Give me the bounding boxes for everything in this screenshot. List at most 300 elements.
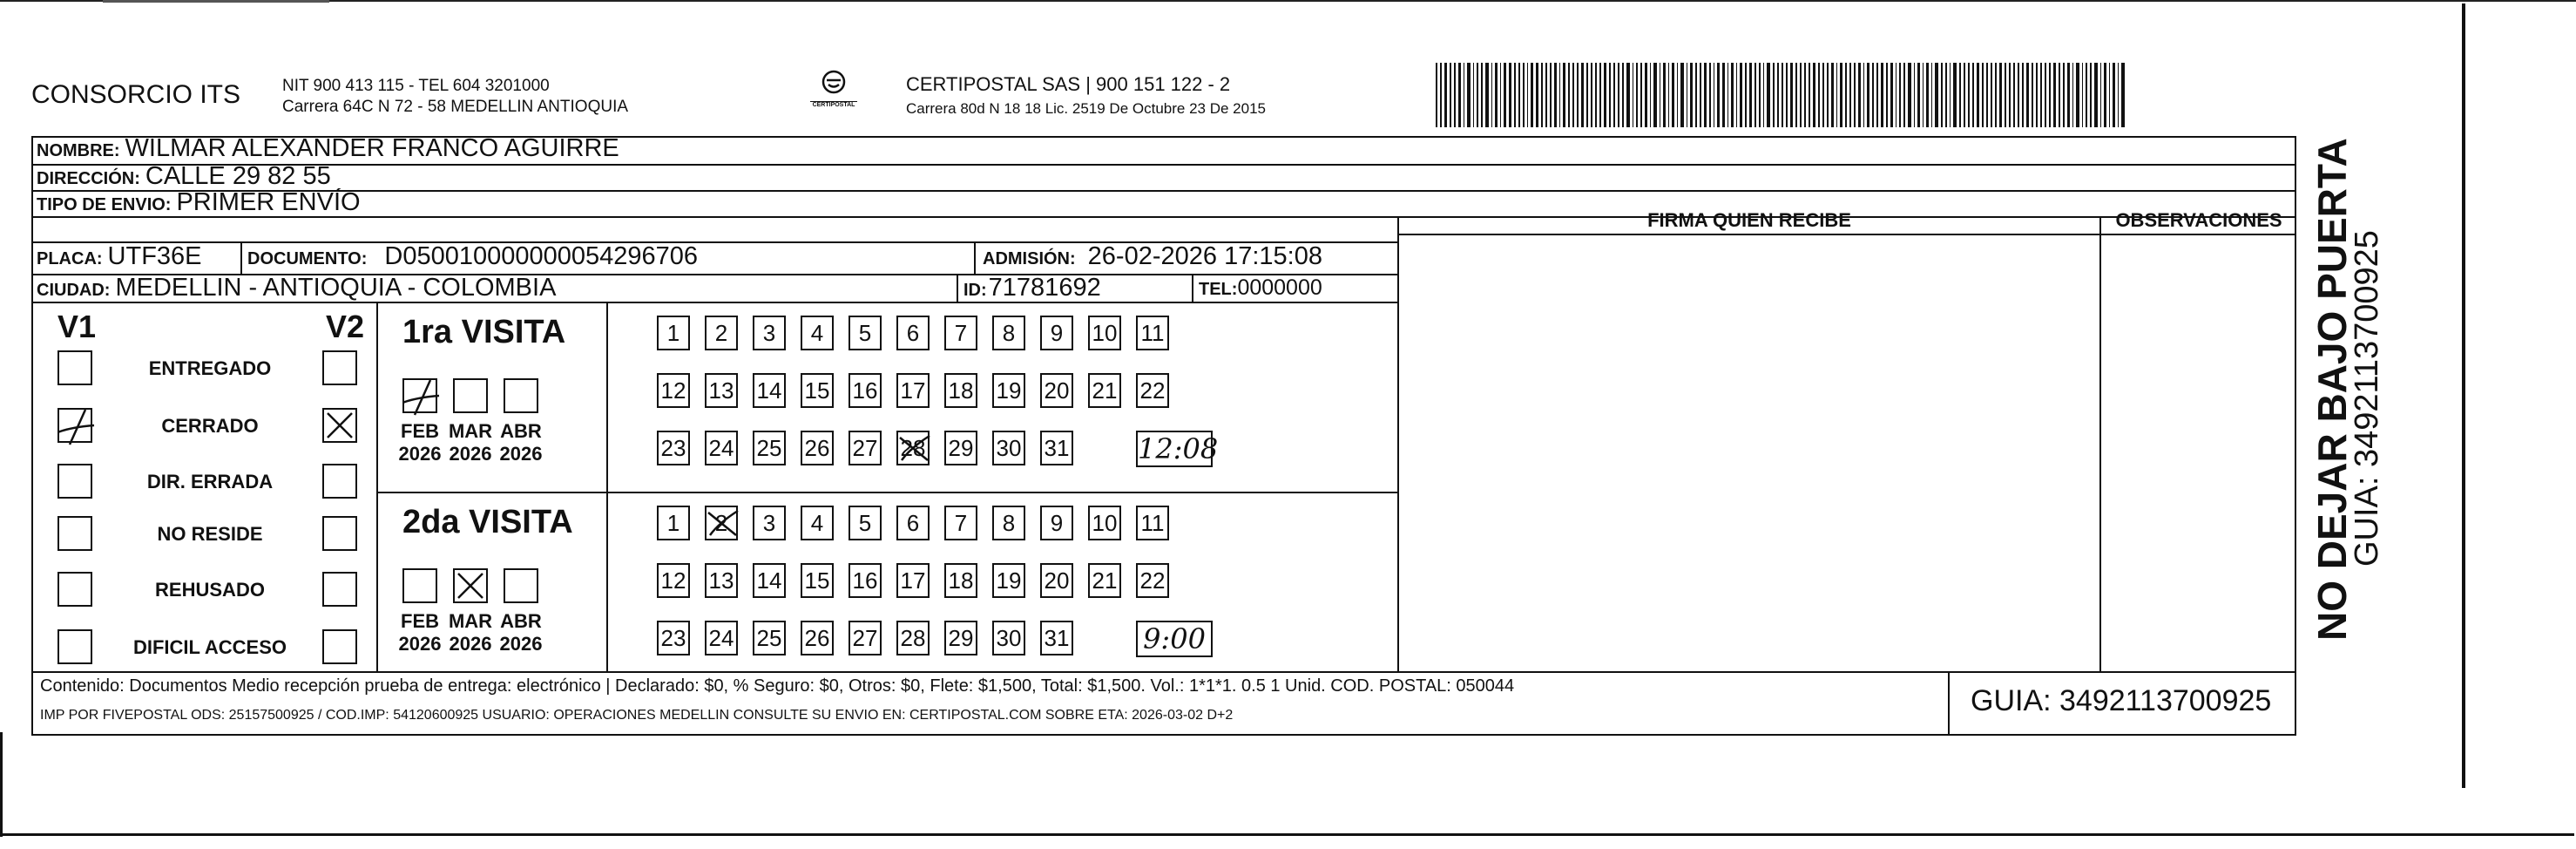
barcode-bar <box>1736 63 1738 127</box>
month-label <box>497 610 545 655</box>
barcode-bar <box>1890 63 1893 127</box>
barcode-bar <box>1953 63 1956 127</box>
month-name: FEB <box>401 420 439 442</box>
day-box[interactable]: 16 <box>849 373 882 408</box>
day-box[interactable]: 8 <box>992 316 1025 350</box>
barcode-bar <box>1518 63 1520 127</box>
barcode-bar <box>1849 63 1851 127</box>
barcode-bar <box>1827 63 1829 127</box>
month-checkbox[interactable] <box>453 568 488 603</box>
barcode-bar <box>1903 63 1905 127</box>
day-box[interactable]: 23 <box>657 431 690 465</box>
barcode-bar <box>1896 63 1897 127</box>
company-name: CONSORCIO ITS <box>31 80 241 109</box>
day-box[interactable]: 28 <box>896 621 930 655</box>
barcode-bar <box>1759 63 1761 127</box>
barcode-bar <box>2086 63 2087 127</box>
day-box[interactable]: 26 <box>801 621 834 655</box>
v2-checkbox[interactable] <box>322 572 357 607</box>
barcode-bar <box>2100 63 2102 127</box>
barcode-bar <box>1709 63 1711 127</box>
visit-divider <box>376 492 1399 493</box>
barcode-bar <box>1977 63 1979 127</box>
company-line-1: NIT 900 413 115 - TEL 604 3201000 <box>282 77 550 95</box>
placa-value: UTF36E <box>107 242 202 270</box>
v2-checkbox[interactable] <box>322 408 357 443</box>
month-label <box>497 420 545 465</box>
barcode-bar <box>1999 63 2002 127</box>
footer-guia-divider <box>1948 671 1950 734</box>
day-box[interactable]: 7 <box>944 316 977 350</box>
barcode-bar <box>1695 63 1697 127</box>
barcode-bar <box>1831 63 1833 127</box>
barcode-bar <box>1809 63 1810 127</box>
month-label <box>446 610 495 655</box>
barcode-bar <box>1545 63 1547 127</box>
month-checkbox[interactable] <box>504 568 538 603</box>
barcode-bar <box>1945 63 1947 127</box>
day-box[interactable]: 5 <box>849 506 882 540</box>
barcode-bar <box>2018 63 2019 127</box>
footer-print-info: IMP POR FIVEPOSTAL ODS: 25157500925 / COD.IMP: 54120600925 USUARIO: OPERACIONES MEDELLIN CONSULTE SU ENVIO EN: CERTIPOSTAL.COM SOBRE ETA: 2026-03-02 D+2 <box>40 708 1234 723</box>
barcode-bar <box>2113 63 2114 127</box>
day-box[interactable]: 31 <box>1040 621 1073 655</box>
day-box[interactable]: 2 <box>705 506 738 540</box>
barcode-bar <box>1777 63 1779 127</box>
barcode-bar <box>1704 63 1707 127</box>
day-box[interactable]: 4 <box>801 316 834 350</box>
barcode-bar <box>1995 63 1997 127</box>
barcode-bar <box>1436 63 1437 127</box>
status-reason-label: REHUSADO <box>155 579 265 601</box>
day-box[interactable]: 22 <box>1136 563 1169 598</box>
barcode-bar <box>1536 63 1538 127</box>
documento-cell <box>247 242 698 271</box>
barcode-bar <box>1591 63 1592 127</box>
barcode-bar <box>1745 63 1747 127</box>
id-value: 71781692 <box>988 274 1101 302</box>
barcode-bar <box>1773 63 1775 127</box>
status-reason-label: CERRADO <box>161 415 259 437</box>
barcode-bar <box>1514 63 1516 127</box>
day-box[interactable]: 6 <box>896 316 930 350</box>
barcode-bar <box>1481 63 1483 127</box>
day-box[interactable]: 25 <box>753 621 786 655</box>
tipo-envio-row <box>37 188 361 217</box>
barcode-bar <box>1749 63 1752 127</box>
certipostal-logo <box>810 68 857 106</box>
month-year: 2026 <box>449 633 492 655</box>
day-box[interactable]: 17 <box>896 373 930 408</box>
barcode-bar <box>1653 63 1656 127</box>
barcode-bar <box>1822 63 1824 127</box>
barcode-bar <box>1663 63 1665 127</box>
barcode-bar <box>2053 63 2056 127</box>
barcode-bar <box>1485 63 1488 127</box>
carrier-line-1: CERTIPOSTAL SAS | 900 151 122 - 2 <box>906 73 1231 95</box>
column-divider <box>2099 216 2101 671</box>
day-box[interactable]: 15 <box>801 563 834 598</box>
day-box[interactable]: 30 <box>992 431 1025 465</box>
barcode-bar <box>2067 63 2069 127</box>
barcode-bar <box>1914 63 1916 127</box>
barcode-bar <box>2005 63 2006 127</box>
barcode-bar <box>1650 63 1652 127</box>
admision-cell <box>983 242 1322 271</box>
month-year: 2026 <box>398 633 442 655</box>
ciudad-label: CIUDAD: <box>37 281 111 300</box>
day-box[interactable]: 14 <box>753 373 786 408</box>
day-box[interactable]: 24 <box>705 431 738 465</box>
barcode-bar <box>1931 63 1933 127</box>
day-box[interactable]: 27 <box>849 431 882 465</box>
barcode-bar <box>1991 63 1992 127</box>
barcode-bar <box>1782 63 1783 127</box>
barcode-bar <box>1740 63 1741 127</box>
carrier-line-2: Carrera 80d N 18 18 Lic. 2519 De Octubre 23 De 2015 <box>906 100 1266 117</box>
id-cell <box>963 274 1101 302</box>
day-box[interactable]: 3 <box>753 316 786 350</box>
tel-value: 0000000 <box>1237 275 1322 300</box>
day-box[interactable]: 22 <box>1136 373 1169 408</box>
month-checkbox[interactable] <box>402 568 437 603</box>
barcode-bar <box>1504 63 1505 127</box>
v2-checkbox[interactable] <box>322 350 357 385</box>
barcode-bar <box>1786 63 1788 127</box>
barcode-bar <box>1908 63 1910 127</box>
direccion-label: DIRECCIÓN: <box>37 169 140 188</box>
tipo-envio-label: TIPO DE ENVIO: <box>37 195 172 214</box>
barcode <box>1436 63 2124 127</box>
month-checkbox[interactable] <box>453 378 488 413</box>
barcode-bar <box>1941 63 1943 127</box>
barcode-bar <box>1680 63 1683 127</box>
barcode-bar <box>1467 63 1470 127</box>
barcode-bar <box>1836 63 1838 127</box>
v1-checkbox[interactable] <box>57 516 92 551</box>
barcode-bar <box>1964 63 1965 127</box>
documento-value: D050010000000054296706 <box>384 242 699 270</box>
barcode-bar <box>2013 63 2015 127</box>
v1-checkbox[interactable] <box>57 350 92 385</box>
barcode-bar <box>1586 63 1588 127</box>
day-box[interactable]: 6 <box>896 506 930 540</box>
barcode-bar <box>1840 63 1842 127</box>
barcode-bar <box>1509 63 1511 127</box>
direccion-row <box>37 162 331 191</box>
barcode-bar <box>1633 63 1634 127</box>
barcode-bar <box>1531 63 1533 127</box>
barcode-bar <box>1714 63 1715 127</box>
month-checkbox[interactable] <box>504 378 538 413</box>
cell-divider <box>1192 274 1193 302</box>
v1-header: V1 <box>57 309 97 344</box>
day-box[interactable]: 30 <box>992 621 1025 655</box>
page-bottom-edge <box>2 833 2574 836</box>
barcode-bar <box>1527 63 1529 127</box>
day-box[interactable]: 10 <box>1088 316 1121 350</box>
day-box[interactable]: 26 <box>801 431 834 465</box>
company-line-2: Carrera 64C N 72 - 58 MEDELLIN ANTIOQUIA <box>282 98 629 116</box>
month-name: ABR <box>500 610 542 632</box>
barcode-bar <box>1722 63 1725 127</box>
observations-area[interactable] <box>2103 235 2295 669</box>
day-box[interactable]: 1 <box>657 506 690 540</box>
barcode-bar <box>2040 63 2042 127</box>
day-box[interactable]: 11 <box>1136 506 1169 540</box>
month-name: FEB <box>401 610 439 632</box>
day-box[interactable]: 2 <box>705 316 738 350</box>
signature-area[interactable] <box>1401 235 2098 669</box>
firma-header: FIRMA QUIEN RECIBE <box>1647 209 1851 231</box>
visit-time-box[interactable]: 12:08 <box>1138 432 1219 465</box>
row-divider <box>31 190 2296 192</box>
no-dejar-warning: NO DEJAR BAJO PUERTA <box>2309 138 2355 641</box>
status-reason-label: ENTREGADO <box>148 357 272 379</box>
barcode-bar <box>1731 63 1733 127</box>
month-year: 2026 <box>449 443 492 465</box>
barcode-bar <box>1559 63 1561 127</box>
footer-guia: GUIA: 3492113700925 <box>1971 684 2272 717</box>
barcode-bar <box>1926 63 1928 127</box>
month-year: 2026 <box>499 633 543 655</box>
barcode-bar <box>1626 63 1629 127</box>
barcode-bar <box>1640 63 1642 127</box>
barcode-bar <box>1645 63 1646 127</box>
day-box[interactable]: 18 <box>944 373 977 408</box>
barcode-bar <box>1477 63 1478 127</box>
barcode-bar <box>1863 63 1865 127</box>
barcode-bar <box>1595 63 1597 127</box>
barcode-bar <box>1440 63 1442 127</box>
ciudad-row <box>37 274 556 302</box>
barcode-bar <box>2032 63 2033 127</box>
barcode-bar <box>1872 63 1874 127</box>
status-reason-label: DIR. ERRADA <box>146 471 274 492</box>
day-box[interactable]: 16 <box>849 563 882 598</box>
status-reason-label: NO RESIDE <box>157 523 263 545</box>
day-box[interactable]: 3 <box>753 506 786 540</box>
barcode-bar <box>2026 63 2029 127</box>
column-divider <box>1397 216 1399 671</box>
barcode-bar <box>1500 63 1502 127</box>
barcode-bar <box>1923 63 1924 127</box>
day-box[interactable]: 24 <box>705 621 738 655</box>
barcode-bar <box>2082 63 2084 127</box>
barcode-bar <box>1800 63 1802 127</box>
side-guia: GUIA: 3492113700925 <box>2349 230 2385 567</box>
day-box[interactable]: 12 <box>657 563 690 598</box>
month-checkbox[interactable] <box>402 378 437 413</box>
day-box[interactable]: 12 <box>657 373 690 408</box>
v2-checkbox[interactable] <box>322 464 357 499</box>
day-box[interactable]: 20 <box>1040 373 1073 408</box>
day-box[interactable]: 27 <box>849 621 882 655</box>
month-name: MAR <box>448 420 493 442</box>
day-box[interactable]: 15 <box>801 373 834 408</box>
barcode-bar <box>2072 63 2074 127</box>
day-box[interactable]: 13 <box>705 373 738 408</box>
direccion-value: CALLE 29 82 55 <box>145 162 331 190</box>
barcode-bar <box>1464 63 1465 127</box>
barcode-bar <box>1491 63 1493 127</box>
day-box[interactable]: 28 <box>896 431 930 465</box>
barcode-bar <box>1622 63 1624 127</box>
month-name: MAR <box>448 610 493 632</box>
barcode-bar <box>2049 63 2051 127</box>
barcode-bar <box>1690 63 1692 127</box>
placa-label: PLACA: <box>37 249 103 268</box>
v2-checkbox[interactable] <box>322 629 357 664</box>
visit-divider-v <box>606 302 608 671</box>
barcode-bar <box>1845 63 1847 127</box>
barcode-bar <box>1968 63 1970 127</box>
barcode-bar <box>1717 63 1719 127</box>
barcode-bar <box>2009 63 2011 127</box>
barcode-bar <box>2094 63 2097 127</box>
visit-time-box[interactable]: 9:00 <box>1136 621 1213 657</box>
cell-divider <box>240 241 242 274</box>
barcode-bar <box>1636 63 1638 127</box>
v1-checkbox[interactable] <box>57 464 92 499</box>
day-box[interactable]: 9 <box>1040 506 1073 540</box>
barcode-bar <box>2076 63 2079 127</box>
v1-checkbox[interactable] <box>57 629 92 664</box>
day-box[interactable]: 14 <box>753 563 786 598</box>
day-box[interactable]: 31 <box>1040 431 1073 465</box>
tel-label: TEL: <box>1199 280 1238 299</box>
barcode-bar <box>1982 63 1984 127</box>
day-box[interactable]: 8 <box>992 506 1025 540</box>
day-box[interactable]: 20 <box>1040 563 1073 598</box>
month-year: 2026 <box>398 443 442 465</box>
day-box[interactable]: 17 <box>896 563 930 598</box>
documento-label: DOCUMENTO: <box>247 249 368 268</box>
barcode-bar <box>1523 63 1525 127</box>
day-box[interactable]: 7 <box>944 506 977 540</box>
barcode-bar <box>1858 63 1860 127</box>
tel-cell <box>1199 275 1322 301</box>
barcode-bar <box>1854 63 1856 127</box>
barcode-bar <box>1668 63 1670 127</box>
barcode-bar <box>1677 63 1679 127</box>
barcode-bar <box>1959 63 1961 127</box>
barcode-bar <box>1950 63 1951 127</box>
barcode-bar <box>2090 63 2092 127</box>
barcode-bar <box>1613 63 1615 127</box>
footer-content: Contenido: Documentos Medio recepción prueba de entrega: electrónico | Declarado: $0, % Seguro: $0, Otros: $0, Flete: $1,500, Total: $1,500. Vol.: 1*1*1. 0.5 1 Unid. COD. POSTAL: 050044 <box>40 676 1515 696</box>
v1-checkbox[interactable] <box>57 408 92 443</box>
barcode-bar <box>1687 63 1688 127</box>
admision-value: 26-02-2026 17:15:08 <box>1087 242 1322 270</box>
day-box[interactable]: 1 <box>657 316 690 350</box>
nombre-label: NOMBRE: <box>37 141 120 160</box>
barcode-bar <box>2104 63 2106 127</box>
barcode-bar <box>1563 63 1565 127</box>
barcode-bar <box>1672 63 1673 127</box>
nombre-row <box>37 134 619 163</box>
visit-title: 2da VISITA <box>402 504 573 540</box>
barcode-bar <box>2109 63 2111 127</box>
day-box[interactable]: 25 <box>753 431 786 465</box>
nombre-value: WILMAR ALEXANDER FRANCO AGUIRRE <box>125 134 619 162</box>
barcode-bar <box>1881 63 1883 127</box>
month-label <box>446 420 495 465</box>
observaciones-header: OBSERVACIONES <box>2115 209 2282 231</box>
day-box[interactable]: 11 <box>1136 316 1169 350</box>
day-box[interactable]: 29 <box>944 621 977 655</box>
day-box[interactable]: 19 <box>992 373 1025 408</box>
day-box[interactable]: 9 <box>1040 316 1073 350</box>
barcode-bar <box>1790 63 1793 127</box>
barcode-bar <box>1618 63 1619 127</box>
row-divider <box>31 164 2296 166</box>
barcode-bar <box>1660 63 1661 127</box>
barcode-bar <box>1541 63 1543 127</box>
day-box[interactable]: 5 <box>849 316 882 350</box>
tipo-envio-value: PRIMER ENVÍO <box>176 188 361 216</box>
barcode-bar <box>1886 63 1888 127</box>
ciudad-value: MEDELLIN - ANTIOQUIA - COLOMBIA <box>115 274 557 302</box>
day-box[interactable]: 21 <box>1088 373 1121 408</box>
scan-artifact <box>103 0 329 5</box>
id-label: ID: <box>963 281 987 300</box>
barcode-bar <box>1818 63 1820 127</box>
day-box[interactable]: 10 <box>1088 506 1121 540</box>
cell-divider <box>974 241 976 274</box>
admision-label: ADMISIÓN: <box>983 249 1076 268</box>
barcode-bar <box>1550 63 1552 127</box>
day-box[interactable]: 18 <box>944 563 977 598</box>
barcode-bar <box>1609 63 1611 127</box>
barcode-bar <box>2045 63 2046 127</box>
status-reason-label: DIFICIL ACCESO <box>132 636 287 658</box>
barcode-bar <box>1450 63 1451 127</box>
page-left-edge <box>0 732 3 837</box>
barcode-bar <box>1495 63 1497 127</box>
day-box[interactable]: 4 <box>801 506 834 540</box>
barcode-bar <box>2121 63 2124 127</box>
barcode-bar <box>1986 63 1988 127</box>
barcode-bar <box>1917 63 1919 127</box>
page-right-edge <box>2462 3 2465 788</box>
barcode-bar <box>2036 63 2038 127</box>
visit-title: 1ra VISITA <box>402 314 566 350</box>
barcode-bar <box>1473 63 1475 127</box>
barcode-bar <box>2059 63 2060 127</box>
v1-checkbox[interactable] <box>57 572 92 607</box>
v2-header: V2 <box>326 309 365 344</box>
barcode-bar <box>1554 63 1557 127</box>
logo-caption: CERTIPOSTAL <box>810 101 857 108</box>
day-box[interactable]: 13 <box>705 563 738 598</box>
v2-checkbox[interactable] <box>322 516 357 551</box>
day-box[interactable]: 29 <box>944 431 977 465</box>
barcode-bar <box>1444 63 1447 127</box>
barcode-bar <box>1767 63 1769 127</box>
barcode-bar <box>1700 63 1701 127</box>
barcode-bar <box>1972 63 1974 127</box>
day-box[interactable]: 23 <box>657 621 690 655</box>
barcode-bar <box>1458 63 1460 127</box>
day-box[interactable]: 19 <box>992 563 1025 598</box>
footer-divider <box>31 671 2296 673</box>
day-box[interactable]: 21 <box>1088 563 1121 598</box>
month-label <box>396 420 444 465</box>
barcode-bar <box>1795 63 1797 127</box>
barcode-bar <box>1876 63 1878 127</box>
status-divider <box>376 302 378 671</box>
